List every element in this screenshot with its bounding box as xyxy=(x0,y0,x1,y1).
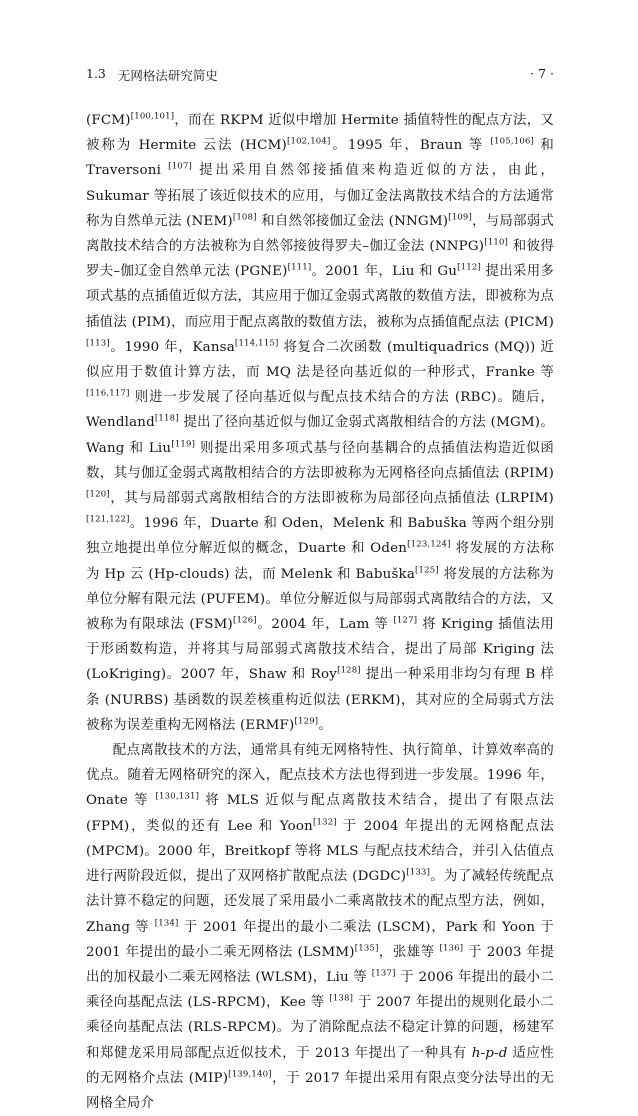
text-run: 将复合二次函数 (multiquadrics (MQ)) 近似应用于数值计算方法，而 MQ 法是径向基近似的一种形式，Franke 等 xyxy=(86,339,554,381)
text-run: 于 2007 年提出的规则化最小二乘径向基配点法 (RLS-RPCM)。为了消除配点法不稳定计算的问题，杨建军和郑健龙采用局部配点近似技术，于 2013 年提出了一种具有 xyxy=(86,995,555,1061)
citation-superscript: [134] xyxy=(154,918,179,929)
text-run: 则提出采用多项式基与径向基耦合的点插值法构造近似函数，其与伽辽金弱式离散相结合的方法即被称为无网格径向点插值法 (RPIM) xyxy=(86,440,554,481)
text-run: 于 2004 年提出的无网格配点法 (MPCM)。2000 年，Breitkopf 等将 MLS 与配点技术结合，并引入估值点进行两阶段近似，提出了双网格扩散配点法 (DGDC) xyxy=(86,818,554,885)
citation-superscript: [136] xyxy=(439,943,464,954)
text-run: h-p-d xyxy=(471,1045,508,1061)
citation-superscript: [102,104] xyxy=(286,136,331,147)
citation-superscript: [105,106] xyxy=(490,136,535,147)
text-run: 将 MLS 近似与配点离散技术结合，提出了有限点法 (FPM)，类似的还有 Lee 和 Yoon xyxy=(86,793,554,834)
citation-superscript: [108] xyxy=(232,212,257,223)
text-run: 于 2001 年提出的最小二乘法 (LSCM)，Park 和 Yoon 于 2001 年提出的最小二乘无网格法 (LSMM) xyxy=(86,919,554,960)
citation-superscript: [126] xyxy=(232,615,257,626)
text-run: 将发展的方法称为 Hp 云 (Hp-clouds) 法，而 Melenk 和 Babuška xyxy=(86,541,555,582)
citation-superscript: [128] xyxy=(337,666,361,676)
citation-superscript: [109] xyxy=(448,212,473,223)
text-run: 提出一种采用非均匀有理 B 样条 (NURBS) 基函数的误差核重构近似法 (ERKM)，其对应的全局弱式方法被称为误差重构无网格法 (ERMF) xyxy=(86,667,554,733)
text-run: 。 xyxy=(318,717,332,733)
text-run: 于 2003 年提出的加权最小二乘无网格法 (WLSM)，Liu 等 xyxy=(86,944,554,985)
text-run: (FCM) xyxy=(86,113,131,128)
citation-superscript: [125] xyxy=(415,565,439,576)
citation-superscript: [132] xyxy=(312,817,337,828)
citation-superscript: [121,122] xyxy=(86,514,130,525)
text-run: 提出采用自然邻接插值来构造近似的方法，由此，Sukumar 等拓展了该近似技术的应用，与伽辽金法离散技术结合的方法通常称为自然单元法 (NEM) xyxy=(86,163,554,229)
text-run: 提出采用多项式基的点插值近似方法，其应用于伽辽金弱式离散的数值方法，即被称为点插值法 (PIM)，而应用于配点离散的数值方法，被称为点插值配点法 (PICM) xyxy=(86,264,554,330)
citation-superscript: [135] xyxy=(354,943,379,954)
text-run: 。2001 年，Liu 和 Gu xyxy=(311,264,458,280)
text-run: 。1990 年，Kansa xyxy=(109,339,235,355)
text-run: 于 2006 年提出的最小二乘径向基配点法 (LS-RPCM)，Kee 等 xyxy=(86,969,554,1011)
text-run: ，而在 RKPM 近似中增加 Hermite 插值特性的配点方法，又被称为 Hermite 云法 (HCM) xyxy=(86,113,554,154)
citation-superscript: [139,140] xyxy=(228,1069,272,1080)
text-run: 。为了减轻传统配点法计算不稳定的问题，还发展了采用最小二乘离散技术的配点型方法，例如，Zhang 等 xyxy=(86,869,554,935)
citation-superscript: [119] xyxy=(171,439,196,450)
citation-superscript: [138] xyxy=(329,993,354,1004)
citation-superscript: [110] xyxy=(484,237,509,248)
text-run: 提出了径向基近似与伽辽金弱式离散相结合的方法 (MGM)。Wang 和 Liu xyxy=(86,415,554,456)
text-run: 和 Traversoni xyxy=(86,138,554,179)
citation-superscript: [118] xyxy=(154,413,179,424)
paragraph xyxy=(86,738,554,1116)
citation-superscript: [107] xyxy=(168,161,193,172)
paragraph xyxy=(86,108,554,738)
text-run: 。1995 年，Braun 等 xyxy=(330,138,491,154)
text-run: ，与局部弱式离散技术结合的方法被称为自然邻接彼得罗夫–伽辽金法 (NNPG) xyxy=(86,213,554,255)
text-run: 则进一步发展了径向基近似与配点技术结合的方法 (RBC)。随后，Wendland xyxy=(86,390,554,431)
citation-superscript: [116,117] xyxy=(86,388,130,399)
text-run: 。1996 年，Duarte 和 Oden，Melenk 和 Babuška 等两个组分别独立地提出单位分解近似的概念，Duarte 和 Oden xyxy=(86,516,554,557)
section-number: 1.3 xyxy=(86,66,106,81)
text-run: 。2004 年，Lam 等 xyxy=(256,617,394,633)
body-text xyxy=(86,108,554,1116)
citation-superscript: [112] xyxy=(457,262,481,273)
citation-superscript: [137] xyxy=(371,968,396,979)
text-run: 配点离散技术的方法，通常具有纯无网格特性、执行简单、计算效率高的优点。随着无网格研究的深入，配点技术方法也得到进一步发展。1996 年，Onate 等 xyxy=(86,743,554,809)
citation-superscript: [129] xyxy=(294,716,319,727)
citation-superscript: [127] xyxy=(393,615,418,626)
citation-superscript: [100,101] xyxy=(130,111,175,122)
citation-superscript: [120] xyxy=(86,489,110,500)
page-number: · 7 · xyxy=(530,66,554,81)
citation-superscript: [114,115] xyxy=(234,338,279,349)
text-run: ，张雄等 xyxy=(378,944,440,960)
text-run: 将发展的方法称为单位分解有限元法 (PUFEM)。单位分解近似与局部弱式离散结合的方法，又被称为有限球法 (FSM) xyxy=(86,566,554,633)
section-title: 无网格法研究简史 xyxy=(117,68,218,83)
text-run: ，于 2017 年提出采用有限点变分法导出的无网格全局介 xyxy=(86,1070,554,1111)
citation-superscript: [113] xyxy=(86,338,110,349)
text-run: 和彼得罗夫–伽辽金自然单元法 (PGNE) xyxy=(86,239,554,280)
text-run: ，其与局部弱式离散相结合的方法即被称为局部径向点插值法 (LRPIM) xyxy=(109,491,554,507)
citation-superscript: [130,131] xyxy=(155,792,200,803)
text-run: 和自然邻接伽辽金法 (NNGM) xyxy=(256,213,449,229)
citation-superscript: [123,124] xyxy=(407,539,451,550)
citation-superscript: [133] xyxy=(406,867,431,878)
running-header-left xyxy=(86,66,218,84)
citation-superscript: [111] xyxy=(287,262,312,273)
text-run: 适应性的无网格介点法 (MIP) xyxy=(86,1045,554,1086)
text-run: 将 Kriging 插值法用于形函数构造，并将其与局部弱式离散技术结合，提出了局部 Kriging 法 (LoKriging)。2007 年，Shaw 和 Roy xyxy=(86,617,554,683)
running-header xyxy=(86,66,554,84)
